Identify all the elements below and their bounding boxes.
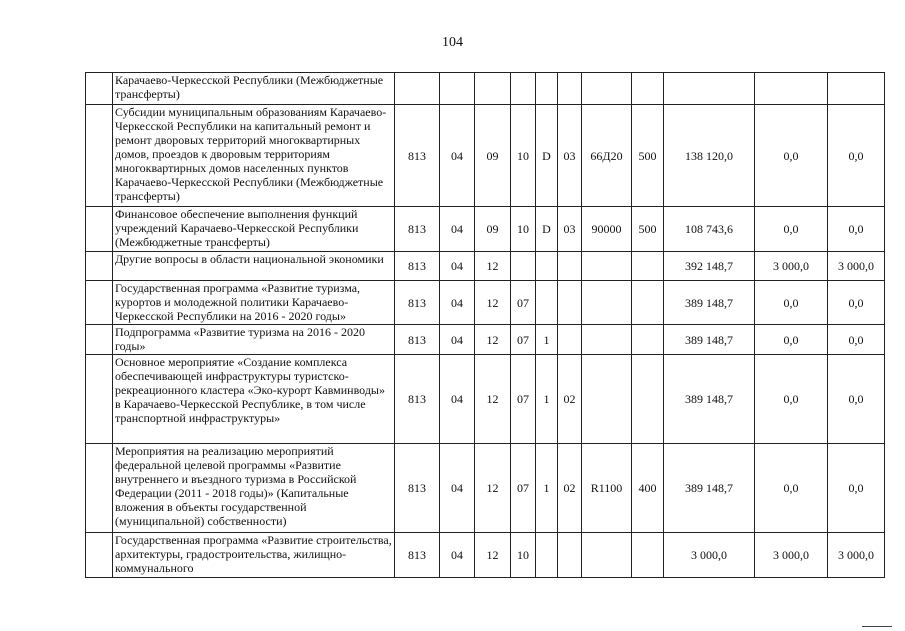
expense-type-cell: 400 [632, 444, 664, 533]
table-row [86, 105, 885, 207]
sum-2019-cell: 3 000,0 [755, 252, 828, 281]
page-number: 104 [442, 35, 463, 50]
direction-cell: 66Д20 [582, 105, 632, 207]
subsection-cell: 12 [475, 533, 511, 578]
direction-cell [582, 281, 632, 325]
program-cell [511, 73, 536, 105]
sum-2020-cell: 3 000,0 [828, 533, 885, 578]
row-number-cell [86, 533, 113, 578]
sum-2020-cell: 0,0 [828, 355, 885, 444]
ministry-code-cell: 813 [395, 281, 440, 325]
ministry-code-cell: 813 [395, 105, 440, 207]
direction-cell [582, 252, 632, 281]
sum-2019-cell [755, 73, 828, 105]
ministry-code-cell: 813 [395, 252, 440, 281]
item-name-cell: Субсидии муниципальным образованиям Карачаево-Черкесской Республики на капитальный ремонт и ремонт дворовых территорий многоквартирных домов, проездов к дворовым территориям многоквартирных домов населенных пунктов Карачаево-Черкесской Республики (Межбюджетные трансферты) [113, 105, 395, 207]
sum-2019-cell: 0,0 [755, 281, 828, 325]
subsection-cell: 12 [475, 281, 511, 325]
activity-cell [558, 281, 582, 325]
direction-cell [582, 325, 632, 355]
table-row [86, 533, 885, 578]
section-cell: 04 [440, 444, 475, 533]
item-name-cell: Другие вопросы в области национальной экономики [113, 252, 395, 281]
sum-2019-cell: 0,0 [755, 355, 828, 444]
row-number-cell [86, 105, 113, 207]
program-cell: 07 [511, 444, 536, 533]
subprogram-cell [536, 281, 558, 325]
expense-type-cell: 500 [632, 207, 664, 252]
sum-2020-cell: 0,0 [828, 325, 885, 355]
row-number-cell [86, 281, 113, 325]
sum-2018-cell: 138 120,0 [664, 105, 755, 207]
expense-type-cell [632, 533, 664, 578]
section-cell: 04 [440, 105, 475, 207]
sum-2019-cell: 3 000,0 [755, 533, 828, 578]
section-cell: 04 [440, 252, 475, 281]
subsection-cell: 09 [475, 207, 511, 252]
expense-type-cell [632, 73, 664, 105]
subprogram-cell: 1 [536, 325, 558, 355]
sum-2020-cell: 0,0 [828, 105, 885, 207]
table-body [86, 73, 885, 578]
sum-2018-cell: 389 148,7 [664, 281, 755, 325]
sum-2020-cell [828, 73, 885, 105]
subprogram-cell: D [536, 207, 558, 252]
subsection-cell: 12 [475, 355, 511, 444]
direction-cell [582, 355, 632, 444]
activity-cell: 03 [558, 207, 582, 252]
table-row [86, 73, 885, 105]
ministry-code-cell: 813 [395, 444, 440, 533]
item-name-cell: Государственная программа «Развитие туризма, курортов и молодежной политики Карачаево-Черкесской Республики на 2016 - 2020 годы» [113, 281, 395, 325]
subprogram-cell [536, 73, 558, 105]
subprogram-cell [536, 252, 558, 281]
program-cell: 07 [511, 355, 536, 444]
section-cell: 04 [440, 207, 475, 252]
item-name-cell: Карачаево-Черкесской Республики (Межбюджетные трансферты) [113, 73, 395, 105]
sum-2020-cell: 0,0 [828, 281, 885, 325]
direction-cell [582, 533, 632, 578]
program-cell: 10 [511, 533, 536, 578]
subprogram-cell [536, 533, 558, 578]
subsection-cell: 09 [475, 105, 511, 207]
subsection-cell: 12 [475, 444, 511, 533]
subprogram-cell: 1 [536, 355, 558, 444]
sum-2018-cell: 389 148,7 [664, 444, 755, 533]
section-cell: 04 [440, 281, 475, 325]
program-cell [511, 252, 536, 281]
budget-table [85, 72, 885, 578]
sum-2018-cell [664, 73, 755, 105]
subsection-cell [475, 73, 511, 105]
subprogram-cell: D [536, 105, 558, 207]
subsection-cell: 12 [475, 325, 511, 355]
row-number-cell [86, 325, 113, 355]
program-cell: 07 [511, 281, 536, 325]
expense-type-cell: 500 [632, 105, 664, 207]
section-cell: 04 [440, 325, 475, 355]
row-number-cell [86, 252, 113, 281]
ministry-code-cell: 813 [395, 533, 440, 578]
sum-2018-cell: 392 148,7 [664, 252, 755, 281]
table-row [86, 281, 885, 325]
section-cell: 04 [440, 355, 475, 444]
program-cell: 07 [511, 325, 536, 355]
table-row [86, 444, 885, 533]
item-name-cell: Финансовое обеспечение выполнения функций учреждений Карачаево-Черкесской Республики (Межбюджетные трансферты) [113, 207, 395, 252]
activity-cell: 02 [558, 444, 582, 533]
activity-cell [558, 252, 582, 281]
sum-2018-cell: 389 148,7 [664, 325, 755, 355]
subprogram-cell: 1 [536, 444, 558, 533]
expense-type-cell [632, 252, 664, 281]
item-name-cell: Мероприятия на реализацию мероприятий федеральной целевой программы «Развитие внутреннего и въездного туризма в Российской Федерации (2011 - 2018 годы)» (Капитальные вложения в объекты государственной (муниципальной) собственности) [113, 444, 395, 533]
ministry-code-cell: 813 [395, 325, 440, 355]
sum-2018-cell: 3 000,0 [664, 533, 755, 578]
section-cell: 04 [440, 533, 475, 578]
ministry-code-cell: 813 [395, 207, 440, 252]
ministry-code-cell: 813 [395, 355, 440, 444]
activity-cell [558, 73, 582, 105]
sum-2018-cell: 108 743,6 [664, 207, 755, 252]
ministry-code-cell [395, 73, 440, 105]
program-cell: 10 [511, 105, 536, 207]
direction-cell: 90000 [582, 207, 632, 252]
sum-2019-cell: 0,0 [755, 444, 828, 533]
sum-2019-cell: 0,0 [755, 105, 828, 207]
table-row [86, 252, 885, 281]
row-number-cell [86, 355, 113, 444]
activity-cell [558, 325, 582, 355]
footer-rule [862, 626, 892, 627]
section-cell [440, 73, 475, 105]
row-number-cell [86, 444, 113, 533]
program-cell: 10 [511, 207, 536, 252]
sum-2019-cell: 0,0 [755, 325, 828, 355]
item-name-cell: Основное мероприятие «Создание комплекса обеспечивающей инфраструктуры туристско-рекреационного кластера «Эко-курорт Кавминводы» в Карачаево-Черкесской Республике, в том числе транспортной инфраструктуры» [113, 355, 395, 444]
expense-type-cell [632, 325, 664, 355]
row-number-cell [86, 207, 113, 252]
activity-cell: 03 [558, 105, 582, 207]
activity-cell [558, 533, 582, 578]
expense-type-cell [632, 281, 664, 325]
sum-2018-cell: 389 148,7 [664, 355, 755, 444]
sum-2020-cell: 0,0 [828, 207, 885, 252]
table-row [86, 355, 885, 444]
expense-type-cell [632, 355, 664, 444]
sum-2020-cell: 3 000,0 [828, 252, 885, 281]
sum-2019-cell: 0,0 [755, 207, 828, 252]
row-number-cell [86, 73, 113, 105]
direction-cell [582, 73, 632, 105]
table-row [86, 207, 885, 252]
item-name-cell: Государственная программа «Развитие строительства, архитектуры, градостроительства, жилищно-коммунального [113, 533, 395, 578]
activity-cell: 02 [558, 355, 582, 444]
sum-2020-cell: 0,0 [828, 444, 885, 533]
subsection-cell: 12 [475, 252, 511, 281]
table-row [86, 325, 885, 355]
item-name-cell: Подпрограмма «Развитие туризма на 2016 - 2020 годы» [113, 325, 395, 355]
direction-cell: R1100 [582, 444, 632, 533]
